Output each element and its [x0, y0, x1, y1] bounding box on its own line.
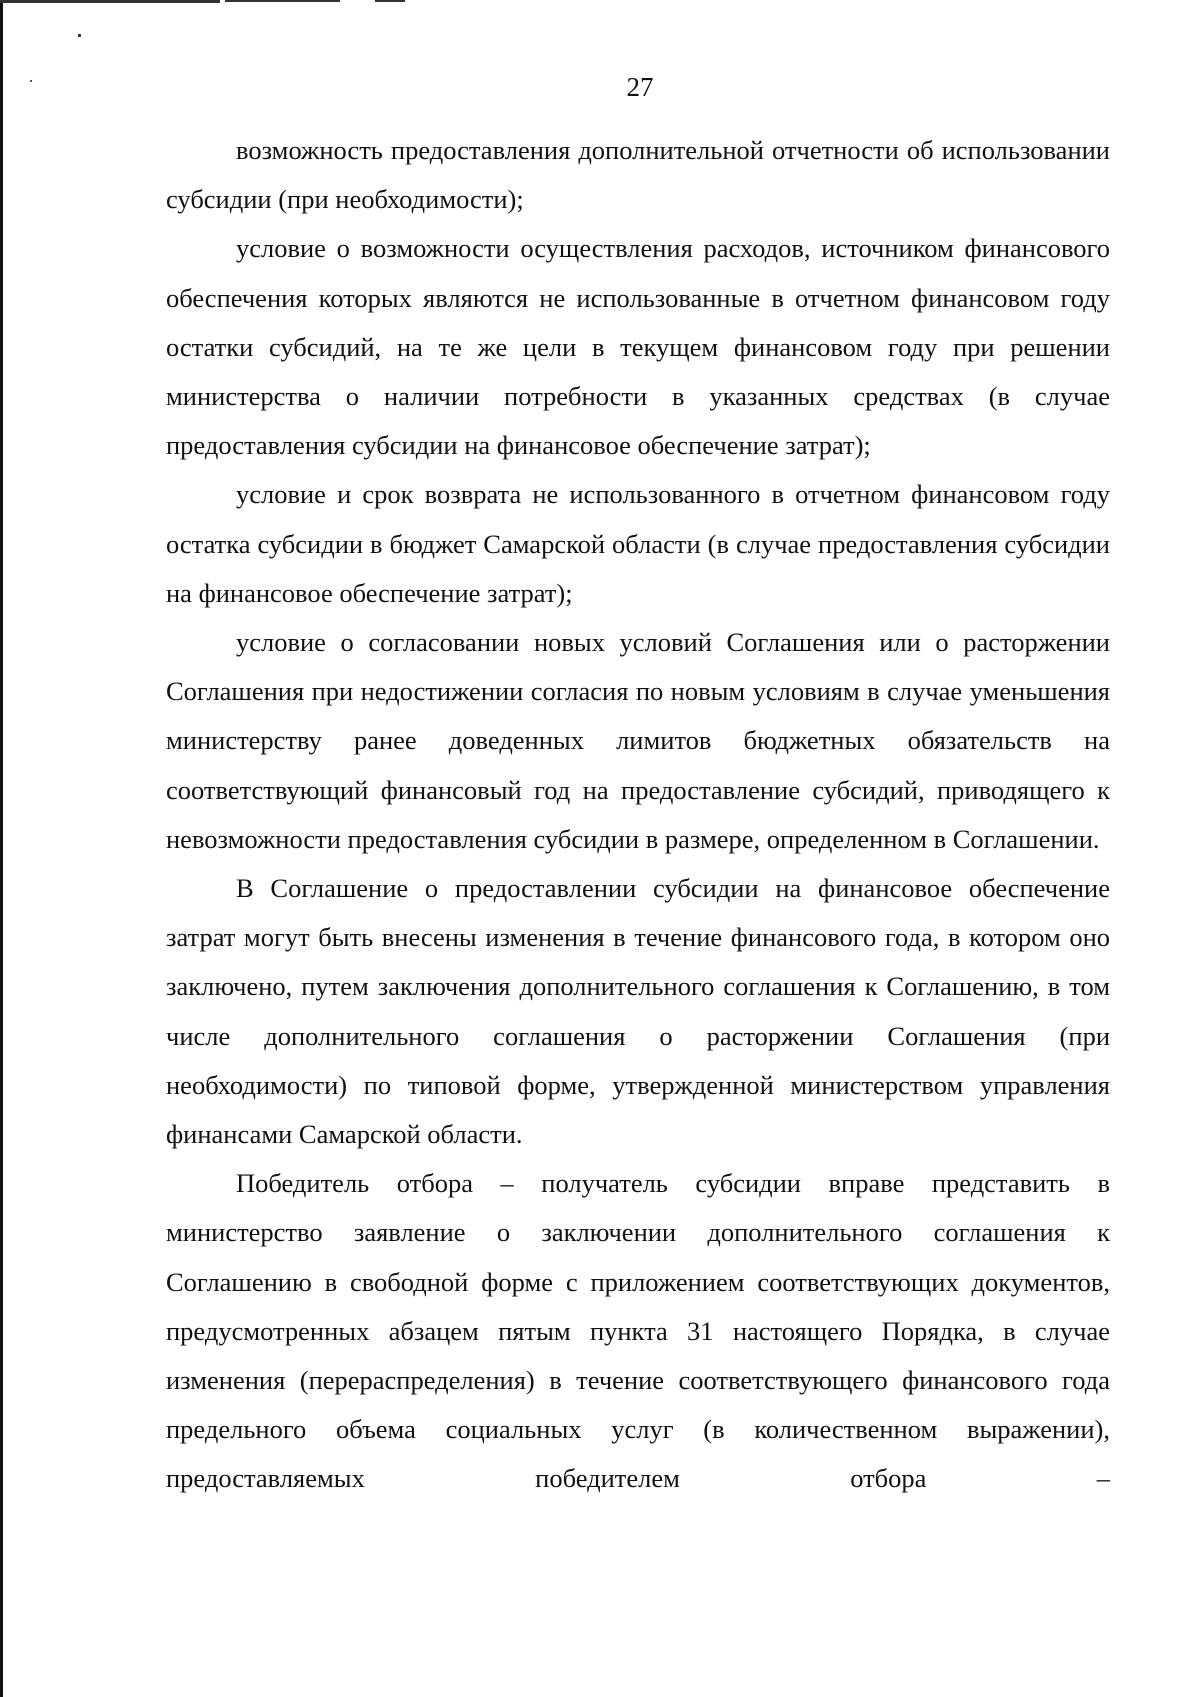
scan-edge-left	[0, 0, 3, 1697]
paragraph: условие о согласовании новых условий Соглашения или о расторжении Соглашения при недостижении согласия по новым условиям в случае уменьшения министерству ранее доведенных лимитов бюджетных обязательств на соответствующий финансовый год на предоставление субсидий, приводящего к невозможности предоставления субсидии в размере, определенном в Соглашении.	[166, 627, 1110, 854]
paragraph: В Соглашение о предоставлении субсидии на финансовое обеспечение затрат могут быть внесены изменения в течение финансового года, в котором оно заключено, путем заключения дополнительного соглашения к Соглашению, в том числе дополнительного соглашения о расторжении Соглашения (при необходимости) по типовой форме, утвержденной министерством управления финансами Самарской области.	[166, 873, 1110, 1150]
paragraph: условие о возможности осуществления расходов, источником финансового обеспечения которых являются не использованные в отчетном финансовом году остатки субсидий, на те же цели в текущем финансовом году при решении министерства о наличии потребности в указанных средствах (в случае предоставления субсидии на финансовое обеспечение затрат);	[166, 233, 1110, 461]
scan-edge-top	[225, 0, 340, 2]
paragraph: условие и срок возврата не использованного в отчетном финансовом году остатка субсидии в бюджет Самарской области (в случае предоставления субсидии на финансовое обеспечение затрат);	[166, 479, 1110, 608]
document-body	[166, 126, 1110, 1504]
scan-edge-top	[0, 0, 220, 3]
scan-edge-top	[375, 0, 405, 2]
page-number: 27	[626, 72, 654, 102]
paragraph: возможность предоставления дополнительной отчетности об использовании субсидии (при необходимости);	[166, 135, 1110, 215]
scan-speck	[78, 34, 81, 37]
paragraph: Победитель отбора – получатель субсидии вправе представить в министерство заявление о заключении дополнительного соглашения к Соглашению в свободной форме с приложением соответствующих документов, предусмотренных абзацем пятым пункта 31 настоящего Порядка, в случае изменения (перераспределения) в течение соответствующего финансового года предельного объема социальных услуг (в количественном выражении), предоставляемых победителем отбора –	[166, 1168, 1110, 1494]
